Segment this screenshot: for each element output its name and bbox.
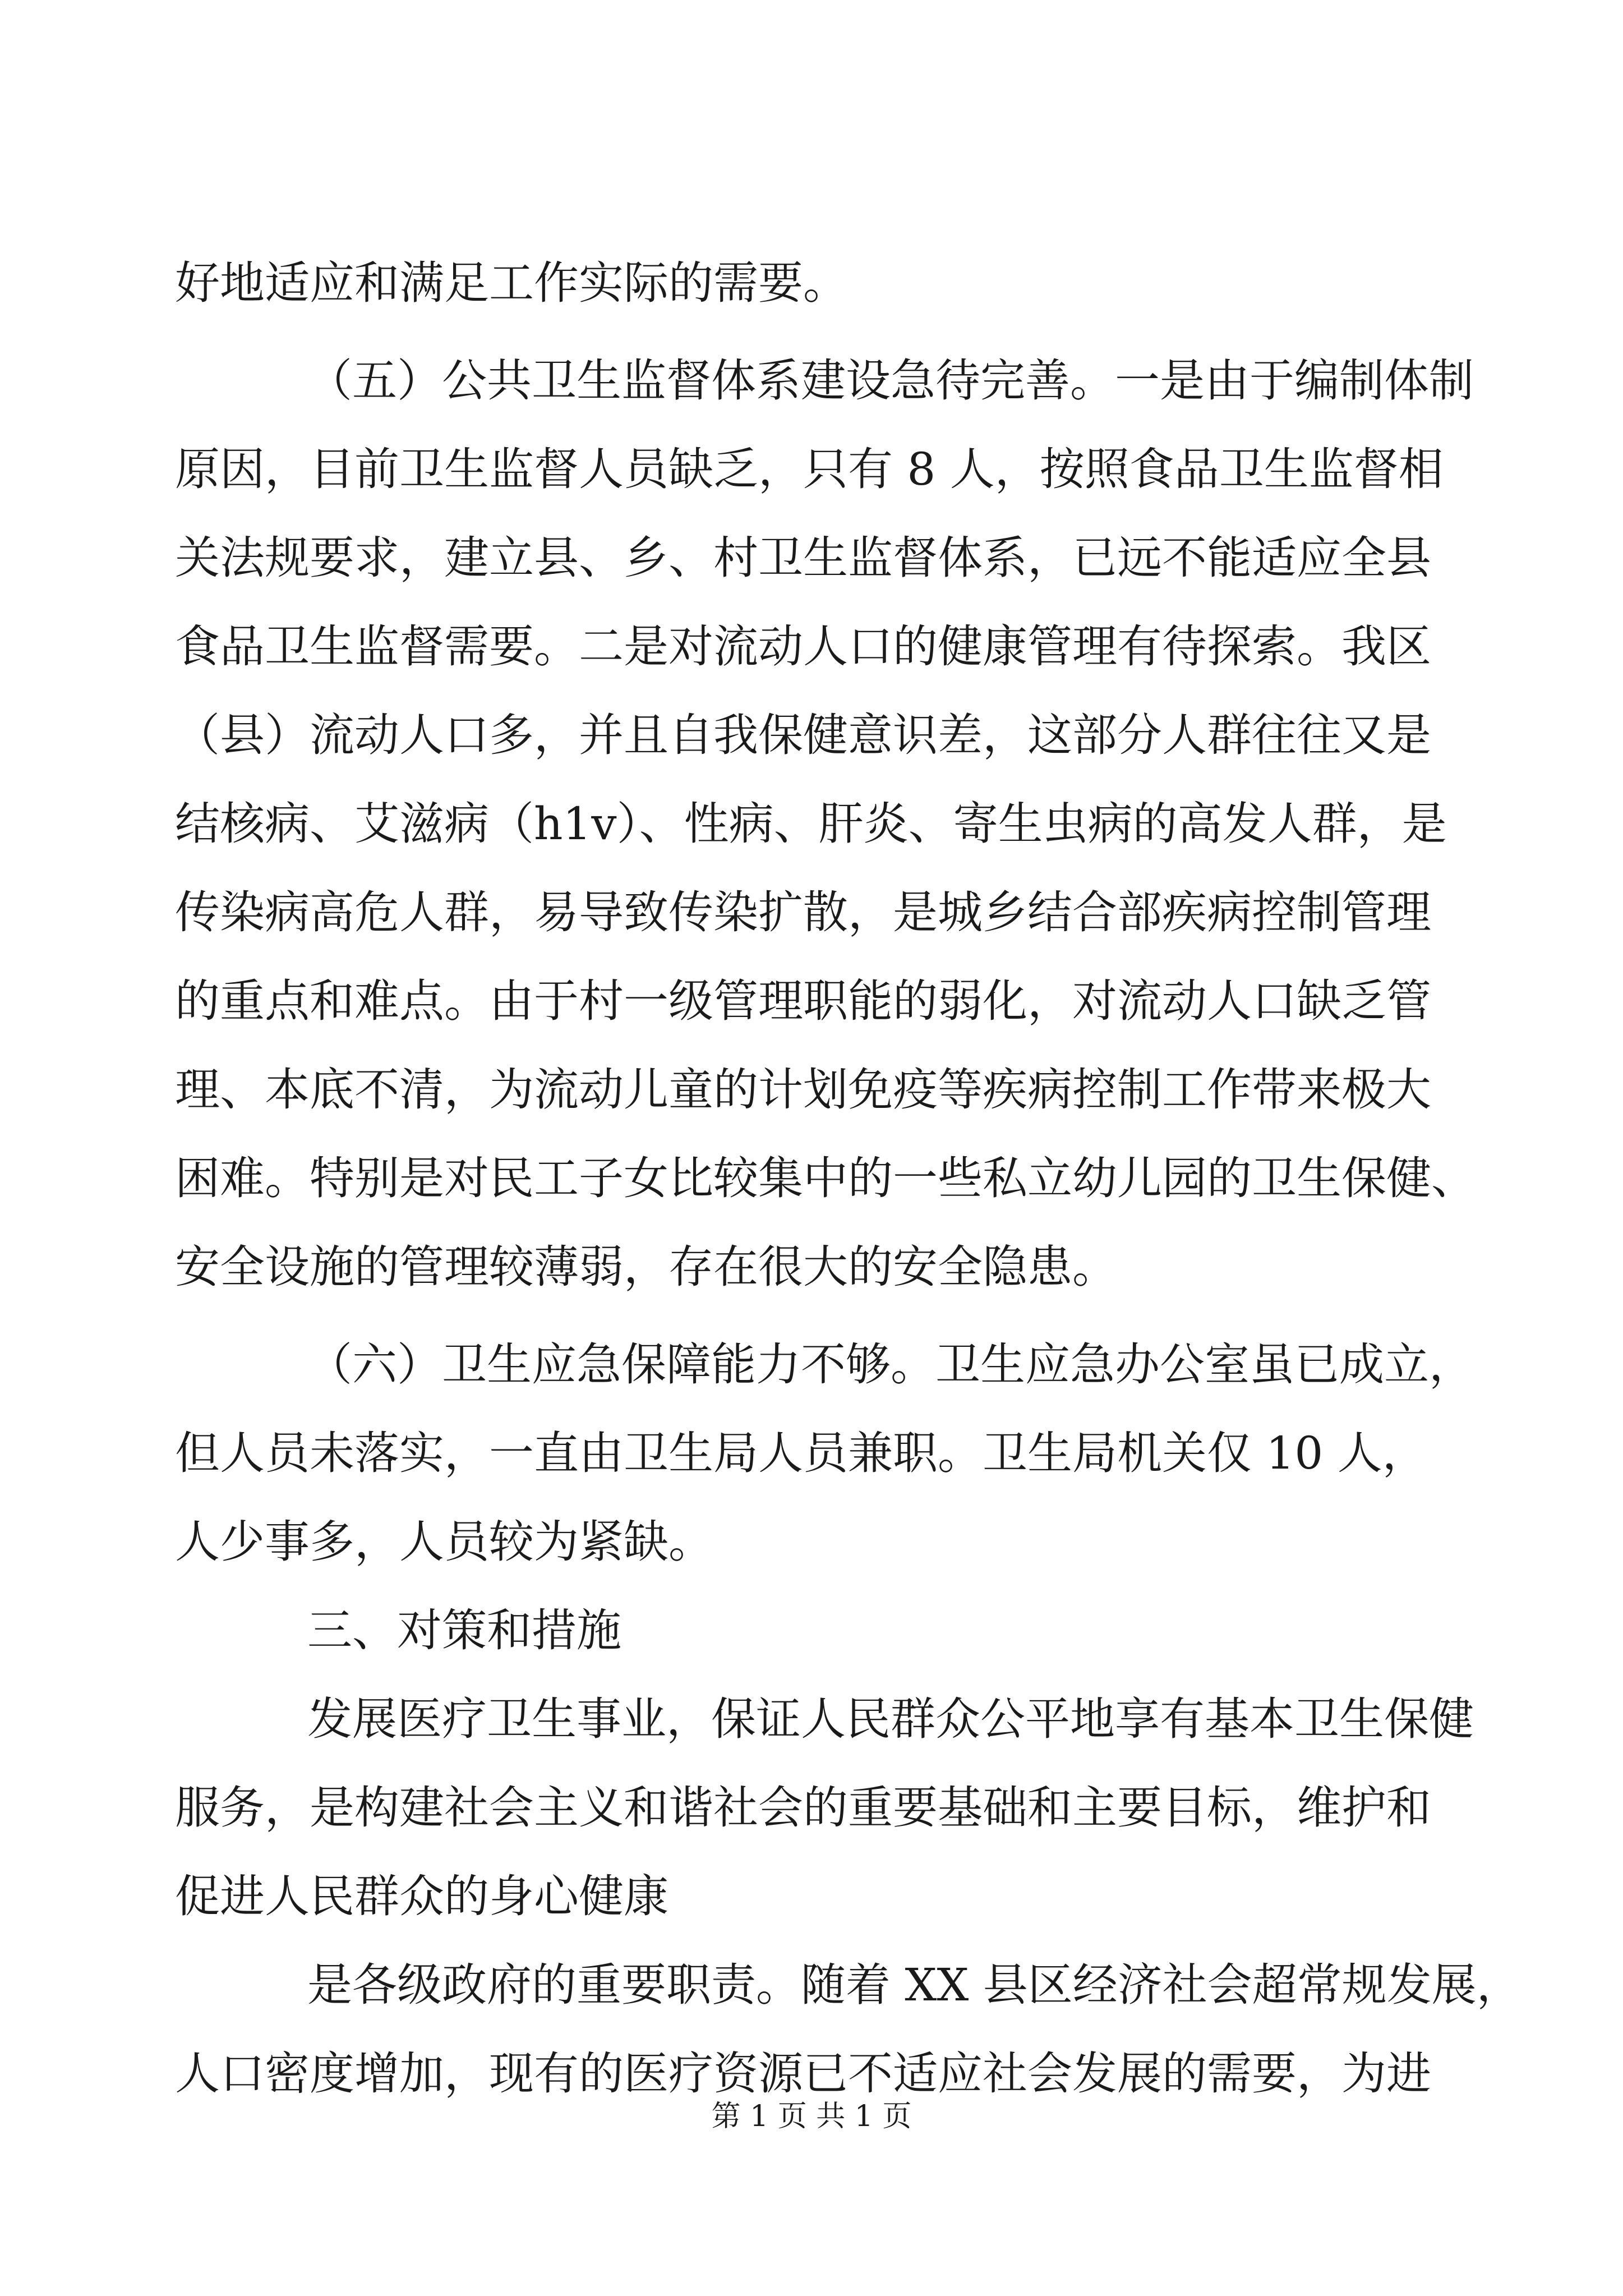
text-line: 困难。特别是对民工子女比较集中的一些私立幼儿园的卫生保健、 bbox=[175, 1152, 1476, 1204]
text-line: 发展医疗卫生事业，保证人民群众公平地享有基本卫生保健 bbox=[307, 1693, 1474, 1745]
text-line: 是各级政府的重要职责。随着 XX 县区经济社会超常规发展， bbox=[307, 1959, 1521, 2011]
text-line: 理、本底不清，为流动儿童的计划免疫等疾病控制工作带来极大 bbox=[175, 1064, 1431, 1116]
text-line: 传染病高危人群，易导致传染扩散，是城乡结合部疾病控制管理 bbox=[175, 886, 1431, 938]
text-line: （五）公共卫生监督体系建设急待完善。一是由于编制体制 bbox=[307, 355, 1474, 407]
text-line: 好地适应和满足工作实际的需要。 bbox=[175, 257, 848, 309]
text-line: 原因，目前卫生监督人员缺乏，只有 8 人，按照食品卫生监督相 bbox=[175, 443, 1444, 495]
text-line: 的重点和难点。由于村一级管理职能的弱化，对流动人口缺乏管 bbox=[175, 975, 1431, 1027]
text-line: 食品卫生监督需要。二是对流动人口的健康管理有待探索。我区 bbox=[175, 620, 1431, 673]
text-line: 人口密度增加，现有的医疗资源已不适应社会发展的需要，为进 bbox=[175, 2047, 1431, 2100]
text-line: （县）流动人口多，并且自我保健意识差，这部分人群往往又是 bbox=[175, 709, 1431, 761]
page-footer: 第 1 页 共 1 页 bbox=[711, 2100, 912, 2133]
text-line: 但人员未落实，一直由卫生局人员兼职。卫生局机关仅 10 人， bbox=[175, 1427, 1427, 1479]
text-line: （六）卫生应急保障能力不够。卫生应急办公室虽已成立， bbox=[307, 1338, 1474, 1391]
text-line: 关法规要求，建立县、乡、村卫生监督体系，已远不能适应全县 bbox=[175, 532, 1431, 584]
text-line: 人少事多，人员较为紧缺。 bbox=[175, 1516, 713, 1568]
section-heading: 三、对策和措施 bbox=[307, 1604, 621, 1657]
text-line: 促进人民群众的身心健康 bbox=[175, 1870, 668, 1922]
text-line: 安全设施的管理较薄弱，存在很大的安全隐患。 bbox=[175, 1241, 1117, 1293]
text-line: 结核病、艾滋病（h1v）、性病、肝炎、寄生虫病的高发人群，是 bbox=[175, 798, 1447, 850]
text-line: 服务，是构建社会主义和谐社会的重要基础和主要目标，维护和 bbox=[175, 1782, 1431, 1834]
